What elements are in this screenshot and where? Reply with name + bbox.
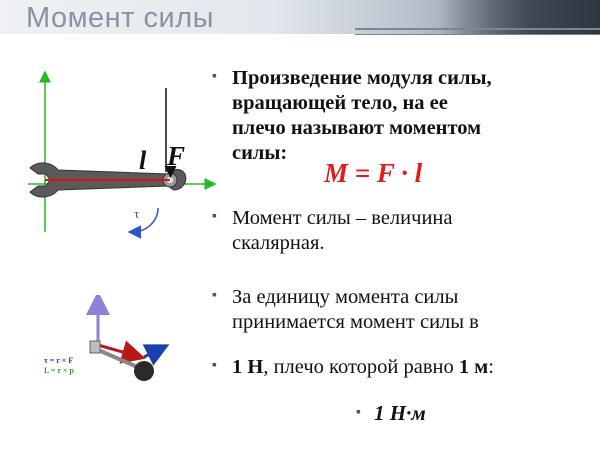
tau-label: τ: [134, 206, 140, 221]
torque-formula: M = F · l: [324, 158, 423, 188]
bullet-1-line-4: силы:: [232, 142, 288, 164]
bullet-marker: ▪: [212, 67, 217, 83]
bullet-marker: ▪: [212, 286, 217, 302]
bullet-3-line-2: принимается момент силы в: [232, 311, 479, 333]
unit-newton: 1 Н: [232, 356, 264, 378]
wrench-diagram: [20, 60, 220, 240]
unit-meter: 1 м: [458, 356, 489, 378]
bullet-2: [232, 206, 592, 256]
bullet-marker: ▪: [212, 356, 217, 372]
torque-vector-diagram: [60, 295, 180, 390]
angular-momentum-equation: L = r × p: [44, 366, 74, 375]
bullet-1: [232, 66, 592, 166]
bullet-4-text: , плечо которой равно: [263, 356, 459, 378]
bullet-2-line-1: Момент силы – величина: [232, 207, 453, 229]
bullet-4-colon: :: [488, 356, 494, 378]
header-rule-thin: [355, 34, 600, 35]
ball: [134, 361, 154, 381]
torque-unit: 1 Н·м: [374, 401, 426, 425]
normal-vector: [144, 347, 164, 357]
vector-equations: [44, 356, 74, 376]
force-label: F: [167, 141, 186, 171]
bullet-marker: ▪: [356, 403, 361, 419]
torque-equation: τ = r × F: [44, 356, 74, 365]
header-rule: [355, 28, 600, 30]
bullet-1-line-1: Произведение модуля силы,: [232, 67, 492, 89]
bullet-1-line-2: вращающей тело, на ее: [232, 92, 448, 114]
arm-label: l: [139, 146, 147, 175]
bullet-2-line-2: скалярная.: [232, 232, 325, 254]
bullet-4: [232, 355, 592, 380]
bullet-3: [232, 285, 592, 335]
bullet-marker: ▪: [212, 207, 217, 223]
slide-title: Момент силы: [26, 2, 214, 34]
bullet-3-line-1: За единицу момента силы: [232, 286, 459, 308]
bullet-1-line-3: плечо называют моментом: [232, 117, 482, 139]
